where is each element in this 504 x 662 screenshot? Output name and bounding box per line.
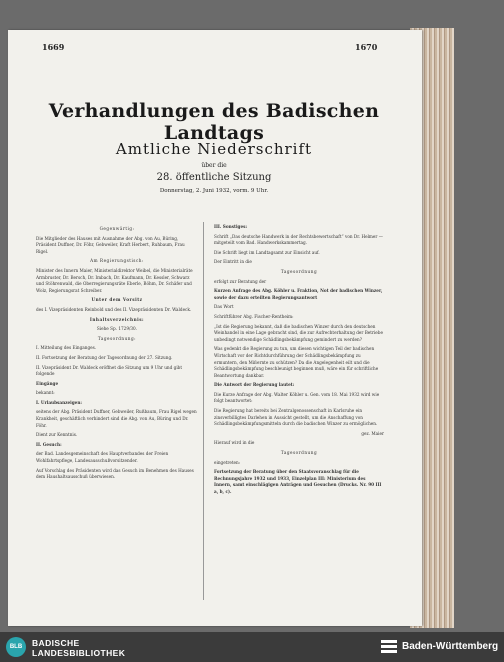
right-page-number: 1670 [355,42,378,52]
paragraph: Die Kurze Anfrage der Abg. Walter Köhler u. Gen. vom 18. Mai 1932 wird wie folgt beantwortet: [214,391,380,404]
paragraph: Am Regierungstisch: [90,258,144,264]
paragraph: Hierauf wird in die [214,440,255,446]
column-divider [203,222,204,600]
paragraph: Das Wort [214,304,234,310]
paragraph: seitens der Abg. Präsident Duffner, Gebweiler, Rußbaum, Frau Rigel wegen Krankheit, geschäftlich verhindert sind die Abg. von Au, Büring und Dr. Föhr. [36,409,197,428]
paragraph: Gegenwärtig: [99,226,135,231]
library-name-line2: LANDESBIBLIOTHEK [32,648,126,658]
paragraph: Tagesordnung [280,268,318,274]
paragraph: Die Mitglieder des Hauses mit Ausnahme der Abg. von Au, Büring, Präsident Duffner, Dr. Föhr, Gebweiler, Kraft Herbert, Ruhbaum, Frau Rigel. [36,235,185,254]
paragraph: bekannt: [36,390,55,396]
paragraph: Was gedenkt die Regierung zu tun, um diesen wichtigen Teil der badischen Wirtschaft vor der Richtdurchführung der Schädlingsbekämpfung zu ermuntern, den Mißernte zu schützen? Da die Angelegenheit eilt und die Schädlingsbekämpfung beschleunigt beginnen muß, wäre ein für schriftliche Beantwortung dankbar. [214,346,379,378]
paragraph: erfolgt zur Beratung der [214,278,267,284]
paragraph: Auf Vorschlag des Präsidenten wird das Gesuch im Benehmen des Hauses dem Haushaltsausschuß überwiesen. [36,467,194,480]
paragraph: Die Schrift liegt im Landtagsamt zur Einsicht auf. [214,249,320,255]
library-name-line1: BADISCHE [32,638,80,648]
session-heading: 28. öffentliche Sitzung [156,172,272,183]
state-name[interactable]: Baden-Württemberg [402,641,499,652]
ueber-die-line: über die [201,162,227,169]
paragraph: Der Eintritt in die [214,259,252,265]
lion-crest-icon [381,640,397,654]
paragraph: Tagesordnung [280,450,318,456]
paragraph: II. Fortsetzung der Beratung der Tagesordnung der 27. Sitzung. [36,354,173,360]
library-name[interactable] [32,638,125,658]
paragraph: des I. Vizepräsidenten Reinbold und des II. Vizepräsidenten Dr. Waldeck. [36,306,192,312]
paragraph: Die Regierung hat bereits bei Zentralgenossenschaft in Karlsruhe ein zinsverbilligtes Darlehen in Aussicht gestellt, um die Anschaffung von Schädlingsbekämpfungsmitteln durch die badischen Winzer zu ermöglichen. [214,408,378,427]
paragraph: eingetreten: [214,459,241,465]
left-column [36,226,198,484]
paragraph: I. Urlaubsanzeigen: [36,399,82,405]
paragraph: II. Vizepräsident Dr. Waldeck eröffnet die Sitzung um 9 Uhr und gibt folgende [36,364,183,377]
left-page-number: 1669 [42,42,65,52]
paragraph: Inhaltsverzeichnis: [89,316,145,322]
paragraph: I. Mitteilung des Einganges. [36,345,97,351]
paragraph: Eingänge [36,380,59,386]
document-subtitle: Amtliche Niederschrift [115,140,313,158]
blb-logo[interactable]: BLB [6,637,26,657]
paragraph: Schriftführer Abg. Fischer-Rentheim: [214,313,294,319]
paragraph: Minister des Innern Maier, Ministerialdirektor Weibel, die Ministerialräte Armbruster, Dr. Bersch, Dr. Imbach, Dr. Kaufmann, Dr. Kessler, Schwarz und Stöhrenwald, die Oberregierungsräte Eberle, Böhm, Dr. Schäfer und Wolz, Regierungsrat Schreiber. [36,267,193,293]
paragraph: Unter dem Vorsitz [91,297,143,303]
paragraph: II. Gesuch: [36,441,62,447]
document-title: Verhandlungen des Badischen Landtags [48,100,380,144]
paragraph: der Bad. Landesgemeinschaft des Hauptverbandes der Freien Wohlfahrtspflege, Landesausschußvorsitzender. [36,451,169,464]
paragraph: Tagesordnung: [97,335,137,341]
right-column [214,224,384,499]
footer-bar [0,632,504,662]
paragraph: Dient zur Kenntnis. [36,432,78,438]
paragraph: Schrift „Das deutsche Handwerk in der Rechtsbewertschaft“ von Dr. Helmer — mitgeteilt vom Bad. Handwerkskammertag. [214,233,383,246]
paragraph: III. Sonstiges: [214,224,248,229]
paragraph: Fortsetzung der Beratung über den Staatsvoranschlag für die Rechnungsjahre 1932 und 1933, Einzelplan III: Ministerium des Innern, samt einschlägigen Anträgen und Gesuchen (Drucks. Nr. 90 III a, b, c). [214,469,382,494]
paragraph: Kurzen Anfrage des Abg. Köhler u. Fraktion, Not der badischen Winzer, sowie der dazu erteilten Regierungsantwort [214,288,383,300]
session-date: Donnerstag, 2. Juni 1932, vorm. 9 Uhr. [159,188,269,194]
paragraph: Die Antwort der Regierung lautet: [214,382,295,388]
paragraph: gez. Maier [361,430,384,436]
paragraph: „Ist die Regierung bekannt, daß die badischen Winzer durch den deutschen Weinhandel in eine Lage gebracht sind, die zur Aufrechterhaltung der Betriebe unbedingt notwendige Schädlingsbekämpfung gemindert zu werden? [214,323,383,342]
paragraph: Siehe Sp. 1729/30. [96,326,138,332]
